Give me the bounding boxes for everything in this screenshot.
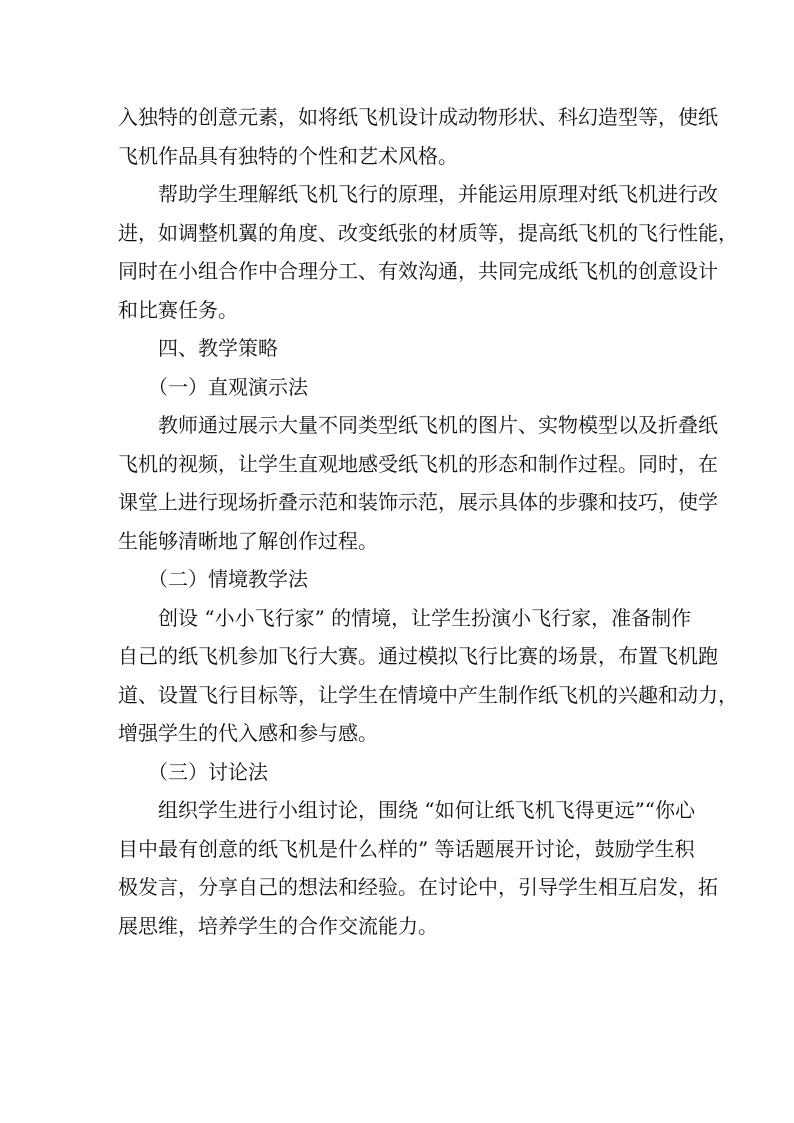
subsection-heading: （三）讨论法 [148, 759, 268, 784]
section-heading: 四、教学策略 [158, 336, 278, 360]
paragraph-line: 入独特的创意元素，如将纸飞机设计成动物形状、科幻造型等，使纸 [118, 105, 718, 129]
paragraph-line: 飞机的视频，让学生直观地感受纸飞机的形态和制作过程。同时，在 [118, 451, 718, 476]
paragraph-line: 组织学生进行小组讨论，围绕 “如何让纸飞机飞得更远”“你心 [158, 798, 696, 822]
paragraph-line: 创设 “小小飞行家” 的情境，让学生扮演小飞行家，准备制作 [158, 605, 692, 630]
subsection-heading: （一）直观演示法 [148, 374, 308, 399]
paragraph-line: 飞机作品具有独特的个性和艺术风格。 [118, 143, 458, 168]
paragraph-line: 同时在小组合作中合理分工、有效沟通，共同完成纸飞机的创意设计 [118, 259, 718, 283]
document-body [118, 98, 738, 945]
paragraph-line: 自己的纸飞机参加飞行大赛。通过模拟飞行比赛的场景，布置飞机跑 [118, 644, 718, 668]
paragraph-line: 和比赛任务。 [118, 297, 238, 322]
paragraph-line: 增强学生的代入感和参与感。 [118, 721, 378, 745]
paragraph-line: 展思维，培养学生的合作交流能力。 [118, 913, 438, 938]
paragraph-line: 极发言，分享自己的想法和经验。在讨论中，引导学生相互启发，拓 [118, 875, 718, 899]
paragraph-line: 教师通过展示大量不同类型纸飞机的图片、实物模型以及折叠纸 [158, 413, 718, 437]
paragraph-line: 道、设置飞行目标等，让学生在情境中产生制作纸飞机的兴趣和动力， [118, 682, 738, 707]
paragraph-line: 帮助学生理解纸飞机飞行的原理，并能运用原理对纸飞机进行改 [158, 182, 718, 206]
paragraph-line: 进，如调整机翼的角度、改变纸张的材质等，提高纸飞机的飞行性能， [118, 220, 738, 245]
paragraph-line: 目中最有创意的纸飞机是什么样的” 等话题展开讨论，鼓励学生积 [118, 836, 695, 861]
paragraph-line: 课堂上进行现场折叠示范和装饰示范，展示具体的步骤和技巧，使学 [118, 490, 718, 514]
subsection-heading: （二）情境教学法 [148, 567, 308, 591]
paragraph-line: 生能够清晰地了解创作过程。 [118, 528, 378, 553]
